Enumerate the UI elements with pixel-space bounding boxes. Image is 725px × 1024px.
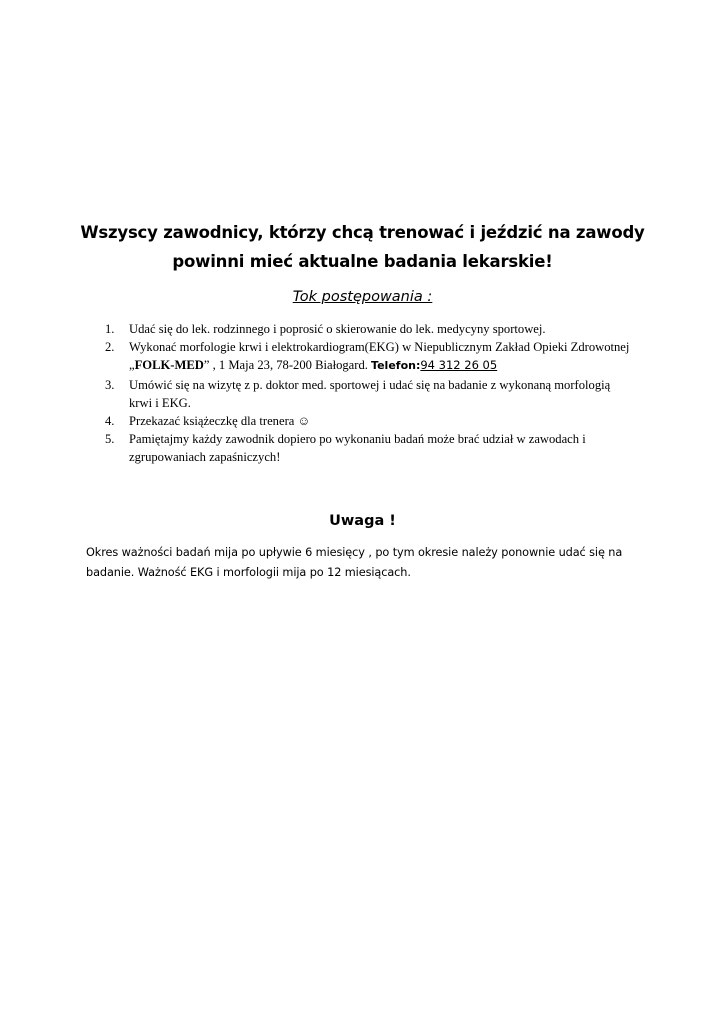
procedure-steps-list	[105, 320, 635, 467]
step-number: 5.	[105, 432, 115, 447]
step-number: 2.	[105, 340, 115, 355]
notice-text: Okres ważności badań mija po upływie 6 miesięcy , po tym okresie należy ponownie udać się na badanie. Ważność EKG i morfologii mija po 12 miesiącach.	[86, 546, 623, 579]
list-item	[105, 376, 635, 412]
step-text: Udać się do lek. rodzinnego i poprosić o skierowanie do lek. medycyny sportowej.	[129, 322, 546, 336]
heading-line-2: powinni mieć aktualne badania lekarskie!	[172, 252, 553, 271]
step-number: 3.	[105, 377, 115, 392]
list-item	[105, 320, 635, 338]
procedure-title: Tok postępowania :	[292, 289, 433, 305]
list-item	[105, 338, 635, 375]
step-text: Umówić się na wizytę z p. doktor med. sportowej i udać się na badanie z wykonaną morfologią krwi i EKG.	[129, 377, 611, 410]
step-text: Pamiętajmy każdy zawodnik dopiero po wykonaniu badań może brać udział w zawodach i zgrupowaniach zapaśniczych!	[129, 432, 586, 465]
phone-label: Telefon:	[371, 359, 421, 373]
clinic-name: FOLK-MED	[134, 358, 204, 373]
step-number: 4.	[105, 414, 115, 429]
list-item	[105, 430, 635, 466]
notice-title: Uwaga !	[329, 513, 396, 529]
phone-number-link[interactable]: 94 312 26 05	[420, 358, 498, 373]
step-text-part2: ” , 1 Maja 23, 78-200 Białogard.	[203, 358, 372, 373]
heading-line-1: Wszyscy zawodnicy, którzy chcą trenować i jeździć na zawody	[80, 223, 645, 242]
step-text-part1: Wykonać morfologie krwi i elektrokardiogram(EKG) w Niepublicznym Zakład Opieki Zdrowotnej „	[129, 340, 630, 373]
list-item	[105, 412, 635, 430]
step-text: Przekazać książeczkę dla trenera ☺	[129, 414, 311, 429]
step-number: 1.	[105, 322, 115, 336]
document-heading	[60, 218, 665, 276]
